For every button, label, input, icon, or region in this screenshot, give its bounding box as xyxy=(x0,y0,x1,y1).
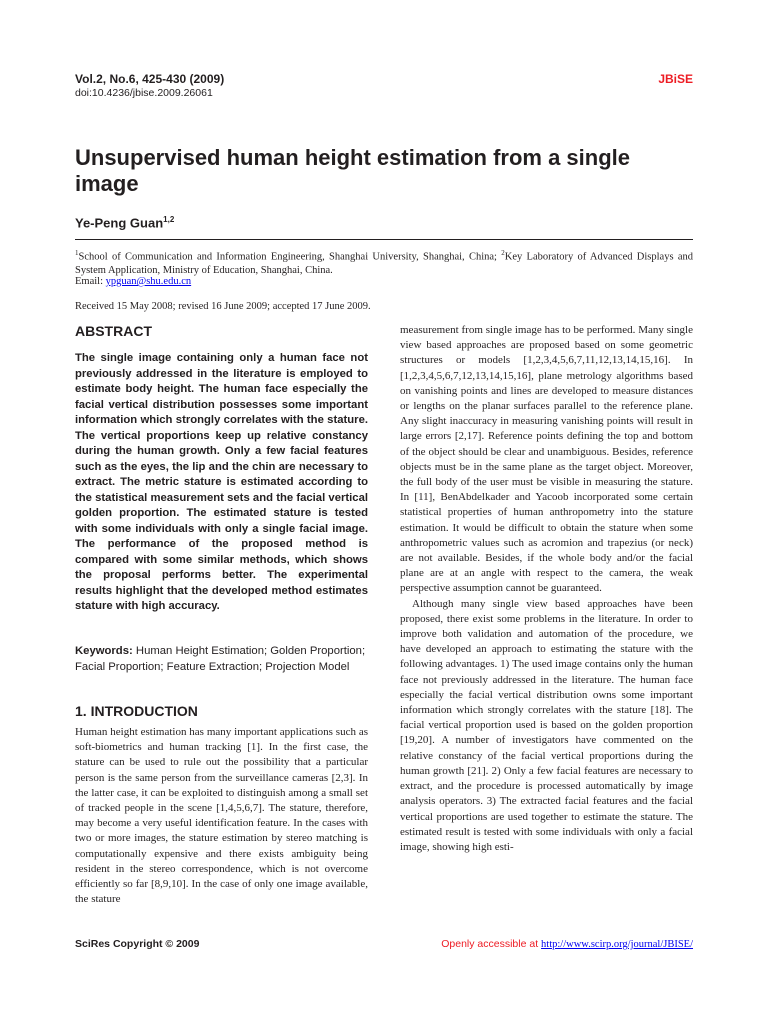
doi: doi:10.4236/jbise.2009.26061 xyxy=(75,87,213,99)
affiliation-text-1: School of Communication and Information Engineering, Shanghai University, Shanghai, China; xyxy=(78,251,502,263)
keywords xyxy=(75,644,368,675)
journal-name: JBiSE xyxy=(658,72,693,86)
abstract-body: The single image containing only a human face not previously addressed in the literature is employed to estimate body height. The human face especially the facial vertical distribution possesses some important information which strongly correlates with the stature. The vertical proportions keep up relative constancy during the human growth. Only a few facial features such as the eyes, the lip and the chin are necessary to extract. The metric stature is estimated according to the statistical measurement sets and the facial vertical golden proportion. The estimated stature is tested with some individuals with only a single facial image. The performance of the proposed method is compared with some similar methods, which shows the proposal performs better. The experimental results highlight that the developed method estimates stature with high accuracy. xyxy=(75,352,368,612)
right-column-paragraph-2: Although many single view based approaches have been proposed, there exist some problems in the literature. In order to improve both validation and automation of the procedure, we have developed an approach to estimating the stature with the following advantages. 1) The used image contains only the human face not previously addressed in the literature. The human face especially the facial vertical distribution owns some important information which strongly correlates with the stature [18]. The facial vertical proportion used is based on the golden proportion [19,20]. A number of investigators have commented on the relative constancy of the facial vertical proportions during the human growth [21]. 2) Only a few facial features are necessary to extract, and the procedure is processed automatically by image analysis operators. 3) The extracted facial features and the facial vertical proportions are used together to estimate the stature. The estimated result is tested with some individuals with only a facial image, showing high esti- xyxy=(400,597,693,853)
header-rule xyxy=(75,239,693,240)
introduction-body: Human height estimation has many important applications such as soft-biometrics and human tracking [1]. In the first case, the stature can be used to rule out the possibility that a particular person is the same person from the surveillance cameras [2,3]. In the latter case, it can be exploited to distinguish among a small set of tracked people in the scene [1,4,5,6,7]. The stature, therefore, may become a very useful identification feature. In the cases with two or more images, the stature estimation by stereo matching is computationally expensive and there exists ambiguity being resident in the stereo correspondence, which is not overcome efficiently so far [8,9,10]. In the case of only one image available, the stature xyxy=(75,726,368,906)
volume-info: Vol.2, No.6, 425-430 (2009) xyxy=(75,72,225,86)
affiliation-sup-1: 1 xyxy=(75,249,79,257)
footer-access xyxy=(441,938,693,950)
journal-url-link[interactable]: http://www.scirp.org/journal/JBISE/ xyxy=(541,939,693,950)
abstract-heading: ABSTRACT xyxy=(75,323,152,339)
right-column xyxy=(400,323,693,855)
affiliation xyxy=(75,247,693,278)
keywords-text: Human Height Estimation; Golden Proportion; Facial Proportion; Feature Extraction; Projection Model xyxy=(75,645,366,673)
paper-title: Unsupervised human height estimation from a single image xyxy=(75,145,630,196)
email-row xyxy=(75,276,191,287)
affiliation-text-2: Key Laboratory of Advanced Displays and System Application, Ministry of Education, Shanghai, China. xyxy=(75,251,693,276)
right-column-paragraph-1: measurement from single image has to be performed. Many single view based approaches are proposed based on some geometric structures or models [1,2,3,4,5,6,7,11,12,13,14,15,16]. In [1,2,3,4,5,6,7,12,13,14,15,16], plane metrology algorithms based on vanishing points and lines are developed to measure distances or lengths on the planar surfaces parallel to the reference plane. Any slight inaccuracy in measuring vanishing points will result in large errors [2,17]. Reference points defining the top and bottom of the object should be clear and unambiguous. Besides, reference objects must be in the same plane as the target object. Moreover, the full body of the user must be visible in measuring the stature. In [11], BenAbdelkader and Yacoob incorporated some certain statistical properties of human anthropometry into the stature estimation. It would be difficult to obtain the stature when some anthropometric values such as acromion and trapezius (or neck) are not available. Besides, if the whole body and/or the facial plane are at an angle with respect to the camera, the weak perspective assumption cannot be guaranteed. xyxy=(400,324,693,595)
author-name: Ye-Peng Guan xyxy=(75,215,164,231)
author xyxy=(75,215,174,230)
footer-copyright: SciRes Copyright © 2009 xyxy=(75,938,200,950)
introduction-heading: 1. INTRODUCTION xyxy=(75,703,198,719)
email-label: Email: xyxy=(75,276,106,287)
author-superscript: 1,2 xyxy=(163,215,175,224)
email-link[interactable]: ypguan@shu.edu.cn xyxy=(105,276,192,287)
affiliation-sup-2: 2 xyxy=(501,249,505,257)
footer-access-label: Openly accessible at xyxy=(441,938,542,950)
keywords-label: Keywords: xyxy=(75,645,133,657)
received-dates: Received 15 May 2008; revised 16 June 2009; accepted 17 June 2009. xyxy=(75,301,371,312)
